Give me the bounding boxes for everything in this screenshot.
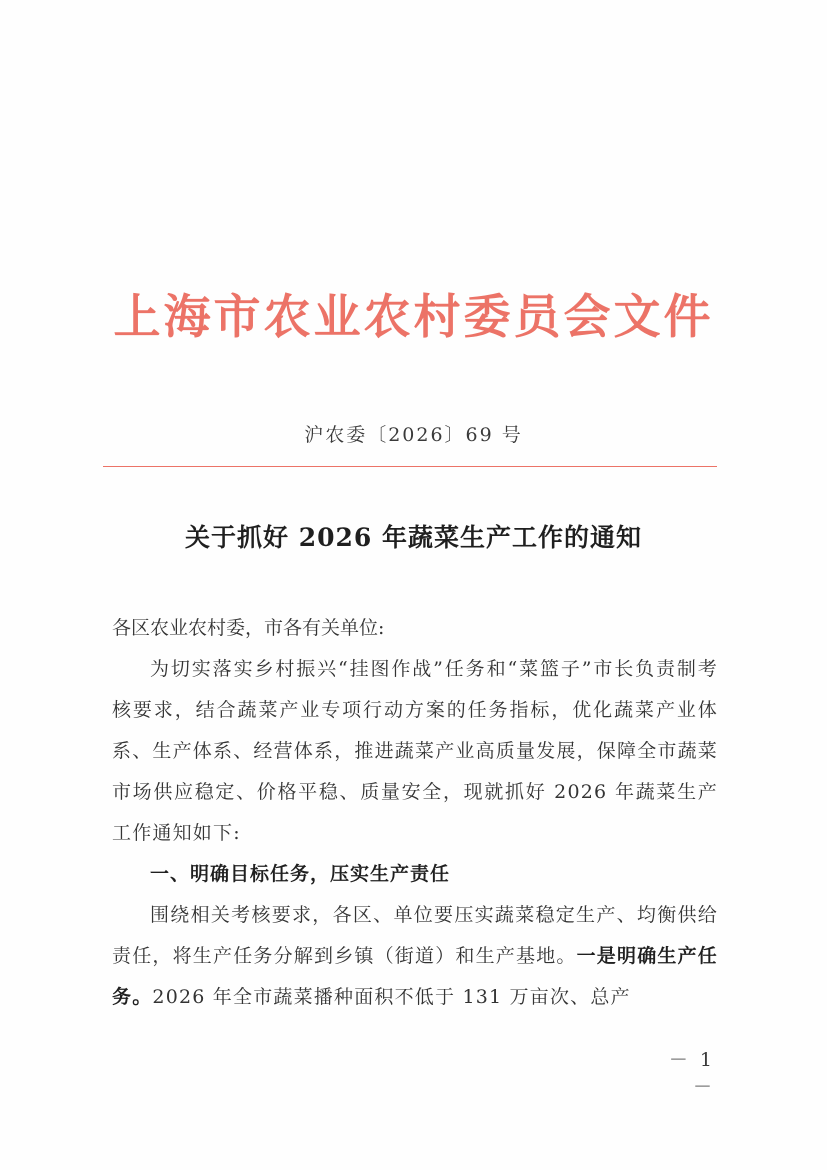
section-paragraph xyxy=(112,895,718,1018)
red-separator-line xyxy=(103,466,717,467)
section-heading: 一、明确目标任务，压实生产责任 xyxy=(150,863,451,885)
section-paragraph-tail: 2026 年全市蔬菜播种面积不低于 131 万亩次、总产 xyxy=(152,986,631,1008)
document-body xyxy=(112,608,718,1018)
intro-paragraph: 为切实落实乡村振兴“挂图作战”任务和“菜篮子”市长负责制考核要求，结合蔬菜产业专项行动方案的任务指标，优化蔬菜产业体系、生产体系、经营体系，推进蔬菜产业高质量发展，保障全市蔬菜市场供应稳定、价格平稳、质量安全，现就抓好 2026 年蔬菜生产工作通知如下: xyxy=(112,658,719,844)
document-number: 沪农委〔2026〕69 号 xyxy=(304,424,523,446)
addressee-line: 各区农业农村委，市各有关单位: xyxy=(112,617,385,639)
page-number: － 1 － xyxy=(668,1049,715,1098)
section-paragraph-lead: 围绕相关考核要求，各区、单位要压实蔬菜稳定生产、均衡供给责任，将生产任务分解到乡镇（街道）和生产基地。 xyxy=(112,904,718,967)
section-paragraph-bold: 一是明确生产任务。 xyxy=(112,945,719,1008)
issuer-masthead: 上海市农业农村委员会文件 xyxy=(113,290,714,345)
notice-title: 关于抓好 2026 年蔬菜生产工作的通知 xyxy=(185,523,642,552)
